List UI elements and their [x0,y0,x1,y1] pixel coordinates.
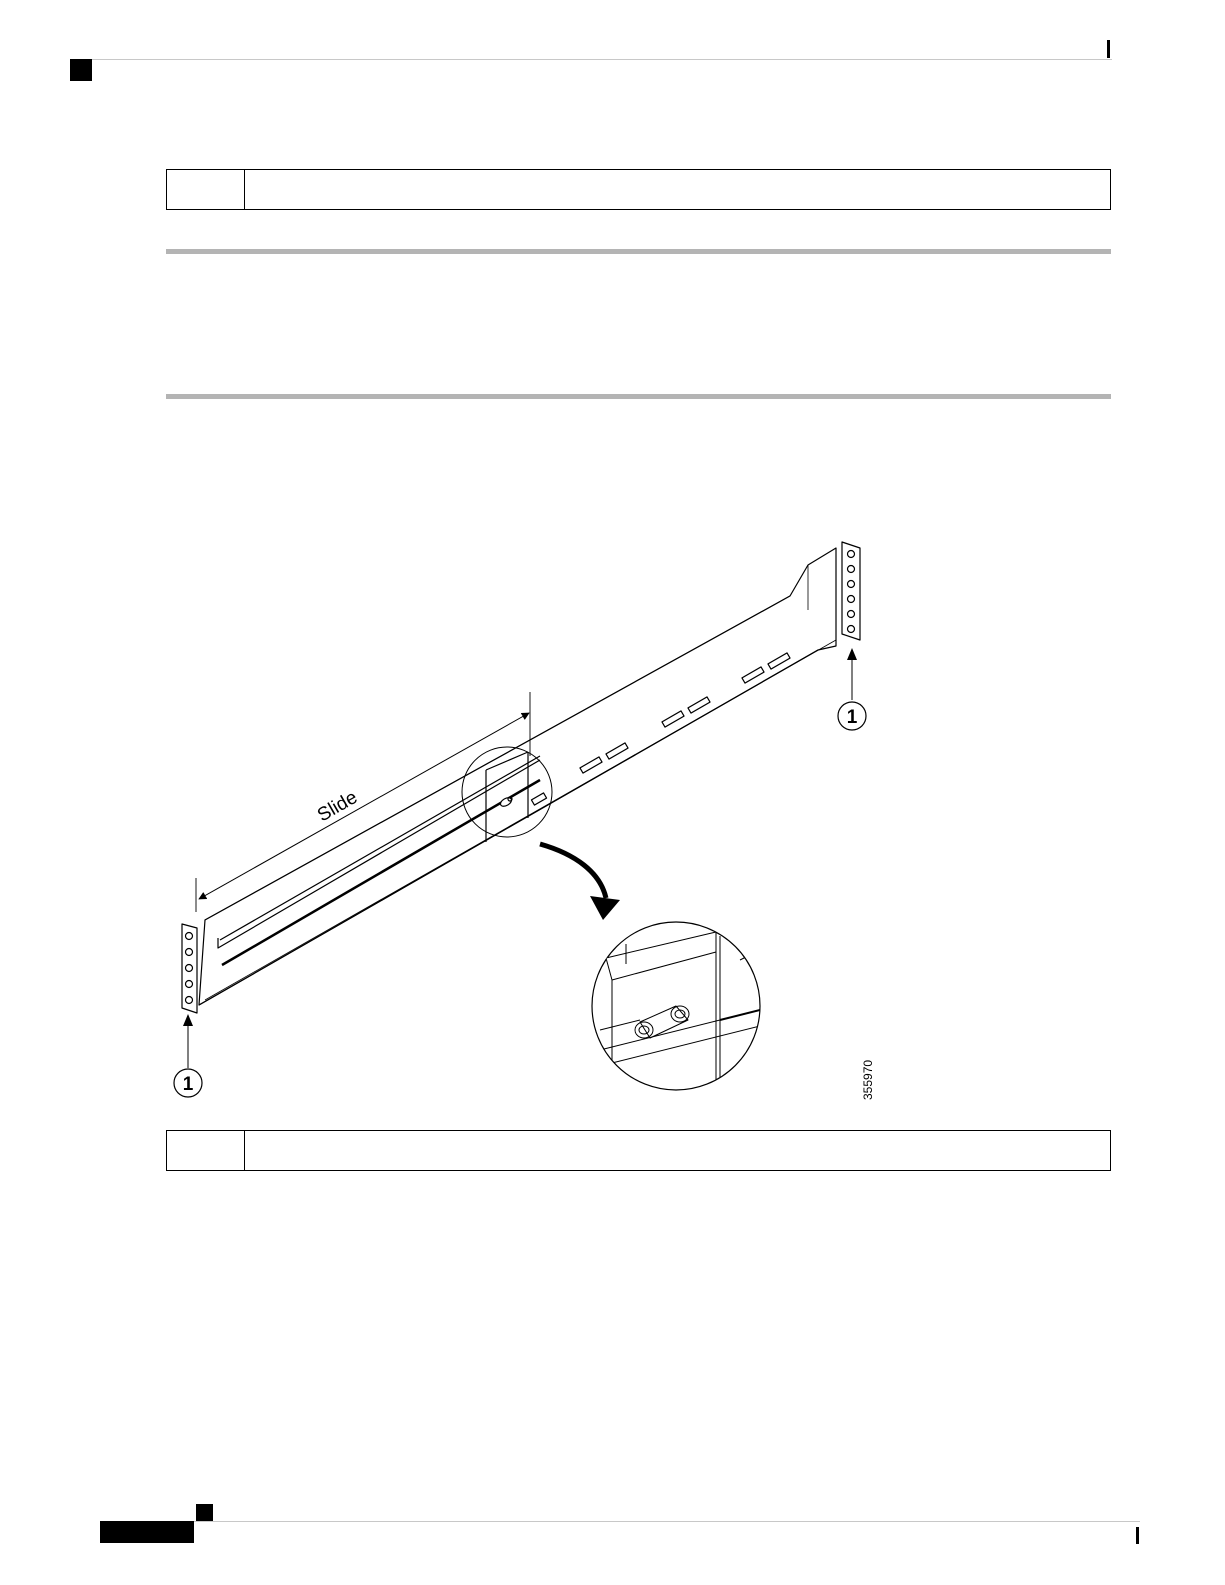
footer-tick [1136,1527,1139,1544]
callout-number-cell [167,170,245,209]
zoom-arrow [540,844,620,920]
callout-table-bottom [166,1130,1111,1171]
right-mounting-bracket [842,542,860,640]
callout-right-label: 1 [846,707,858,728]
rail-slide-figure [150,500,910,1120]
figure-id: 355970 [861,1059,875,1100]
left-mounting-bracket [182,924,197,1013]
callout-table-top [166,169,1111,210]
header-rule [82,59,1112,60]
header-tick [1107,40,1110,58]
callout-number-cell [167,1131,245,1170]
callout-left-label: 1 [182,1074,194,1095]
footer-marker [196,1504,213,1521]
callout-description-cell [245,170,1110,209]
footer-bar [100,1521,194,1543]
slide-label: Slide [314,787,362,827]
zoom-detail [592,922,760,1120]
rail-body [199,548,836,1005]
footer-rule [194,1521,1140,1522]
section-rule-lower [166,394,1111,399]
section-rule-upper [166,249,1111,254]
callout-description-cell [245,1131,1110,1170]
header-marker [70,59,92,81]
